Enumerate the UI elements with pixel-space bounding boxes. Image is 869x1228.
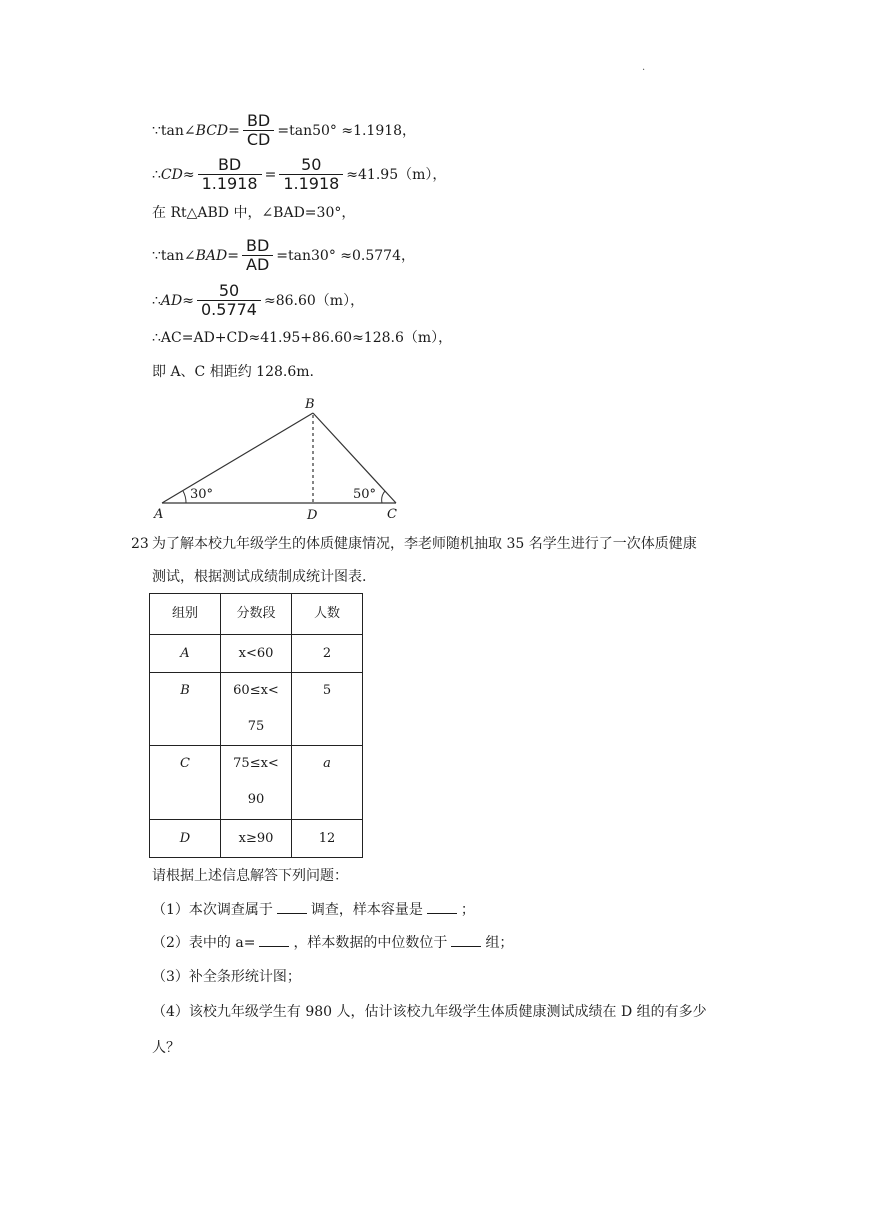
l2-approx: ≈ xyxy=(182,166,195,183)
row-c-group: C xyxy=(180,756,190,771)
l4-fraction xyxy=(242,237,273,274)
solution-line-6: ∴AC=AD+CD≈41.95+86.60≈128.6（m）， xyxy=(152,330,453,346)
angle-c-label: 50° xyxy=(353,487,377,502)
l1-num: BD xyxy=(246,111,271,130)
subquestion-4-line-1: （4）该校九年级学生有 980 人，估计该校九年级学生体质健康测试成绩在 D 组的有多少 xyxy=(152,1004,707,1020)
row-d-group: D xyxy=(179,831,191,846)
question-line-2: 测试，根据测试成绩制成统计图表. xyxy=(152,569,367,585)
row-a-count: 2 xyxy=(322,646,332,661)
l1-prefix: ∵tan∠ xyxy=(152,122,196,139)
l2-prefix: ∴ xyxy=(152,166,161,183)
solution-line-3: 在 Rt△ABD 中，∠BAD=30°， xyxy=(152,205,356,221)
header-count: 人数 xyxy=(292,594,363,635)
q2-blank-a-value[interactable] xyxy=(259,932,289,947)
l4-eq: = xyxy=(227,247,239,264)
l5-approx: ≈ xyxy=(182,292,194,309)
l5-var: AD xyxy=(160,292,183,309)
q2-part-b: ，样本数据的中位数位于 xyxy=(293,935,448,951)
l5-prefix: ∴ xyxy=(152,292,161,309)
solution-line-7: 即 A、C 相距约 128.6m. xyxy=(152,364,314,380)
row-a-range: x<60 xyxy=(238,646,274,661)
l2-fraction-2 xyxy=(279,156,343,193)
question-number: 23 xyxy=(131,536,149,552)
row-b-group: B xyxy=(180,683,190,698)
q1-part-c: ； xyxy=(460,902,475,918)
header-mark: . xyxy=(642,62,646,73)
l1-den: CD xyxy=(243,130,275,149)
l4-num: BD xyxy=(246,236,270,255)
side-ab xyxy=(162,413,313,503)
q1-blank-survey-type[interactable] xyxy=(277,899,307,914)
l4-angle: BAD xyxy=(195,247,228,264)
prompt-text: 请根据上述信息解答下列问题： xyxy=(152,868,348,884)
q2-part-a: （2）表中的 a= xyxy=(152,935,256,951)
score-table xyxy=(149,593,363,858)
table-row xyxy=(150,635,363,673)
l2-num2: 50 xyxy=(301,155,322,174)
l5-suffix: ≈86.60（m）， xyxy=(263,292,365,309)
row-d-range: x≥90 xyxy=(238,831,274,846)
question-line-1: 为了解本校九年级学生的体质健康情况，李老师随机抽取 35 名学生进行了一次体质健康 xyxy=(152,536,697,552)
table-header-row xyxy=(150,594,363,635)
q2-part-c: 组； xyxy=(485,935,514,951)
l4-suffix: =tan30° ≈0.5774， xyxy=(276,247,415,264)
l2-suffix: ≈41.95（m）， xyxy=(346,166,447,183)
l4-prefix: ∵tan∠ xyxy=(152,247,196,264)
point-c-label: C xyxy=(387,507,397,521)
subquestion-3: （3）补全条形统计图； xyxy=(152,969,301,985)
l2-num1: BD xyxy=(217,155,242,174)
l1-fraction xyxy=(243,112,275,149)
l2-eq: = xyxy=(264,166,277,183)
row-c-count: a xyxy=(323,756,331,771)
row-d-count: 12 xyxy=(318,831,336,846)
l5-num: 50 xyxy=(218,281,240,300)
row-a-group: A xyxy=(180,646,190,661)
l4-den: AD xyxy=(242,255,273,274)
table-row xyxy=(150,673,363,746)
table-row xyxy=(150,820,363,858)
q1-part-b: 调查，样本容量是 xyxy=(310,902,423,918)
row-b-range-1: 60≤x< xyxy=(233,683,279,698)
solution-line-2 xyxy=(152,156,446,193)
l2-den1: 1.1918 xyxy=(198,174,262,193)
header-range: 分数段 xyxy=(221,594,292,635)
solution-line-5 xyxy=(152,282,364,319)
triangle-figure xyxy=(150,393,410,521)
row-c-range-2: 90 xyxy=(247,792,265,807)
subquestion-1 xyxy=(152,899,475,921)
l1-eq: = xyxy=(228,122,240,139)
l1-angle: BCD xyxy=(195,122,229,139)
row-b-count: 5 xyxy=(322,683,332,698)
row-c-range-1: 75≤x< xyxy=(233,756,279,771)
l1-suffix: =tan50° ≈1.1918， xyxy=(277,122,417,139)
solution-line-1 xyxy=(152,112,416,149)
header-group: 组别 xyxy=(150,594,221,635)
l5-den: 0.5774 xyxy=(197,300,261,319)
row-b-range-2: 75 xyxy=(247,719,265,734)
l2-var: CD xyxy=(160,166,183,183)
l5-fraction xyxy=(197,282,261,319)
subquestion-2 xyxy=(152,932,513,954)
angle-c-arc xyxy=(382,491,385,503)
q1-part-a: （1）本次调查属于 xyxy=(152,902,273,918)
table-row xyxy=(150,746,363,820)
q2-blank-median-group[interactable] xyxy=(451,932,481,947)
point-d-label: D xyxy=(307,508,318,521)
l2-den2: 1.1918 xyxy=(279,174,343,193)
angle-a-label: 30° xyxy=(190,487,214,502)
angle-a-arc xyxy=(183,491,186,503)
solution-line-4 xyxy=(152,237,415,274)
point-a-label: A xyxy=(154,507,164,521)
subquestion-4-line-2: 人？ xyxy=(152,1040,180,1056)
point-b-label: B xyxy=(305,397,315,412)
l2-fraction-1 xyxy=(198,156,262,193)
q1-blank-sample-size[interactable] xyxy=(427,899,457,914)
